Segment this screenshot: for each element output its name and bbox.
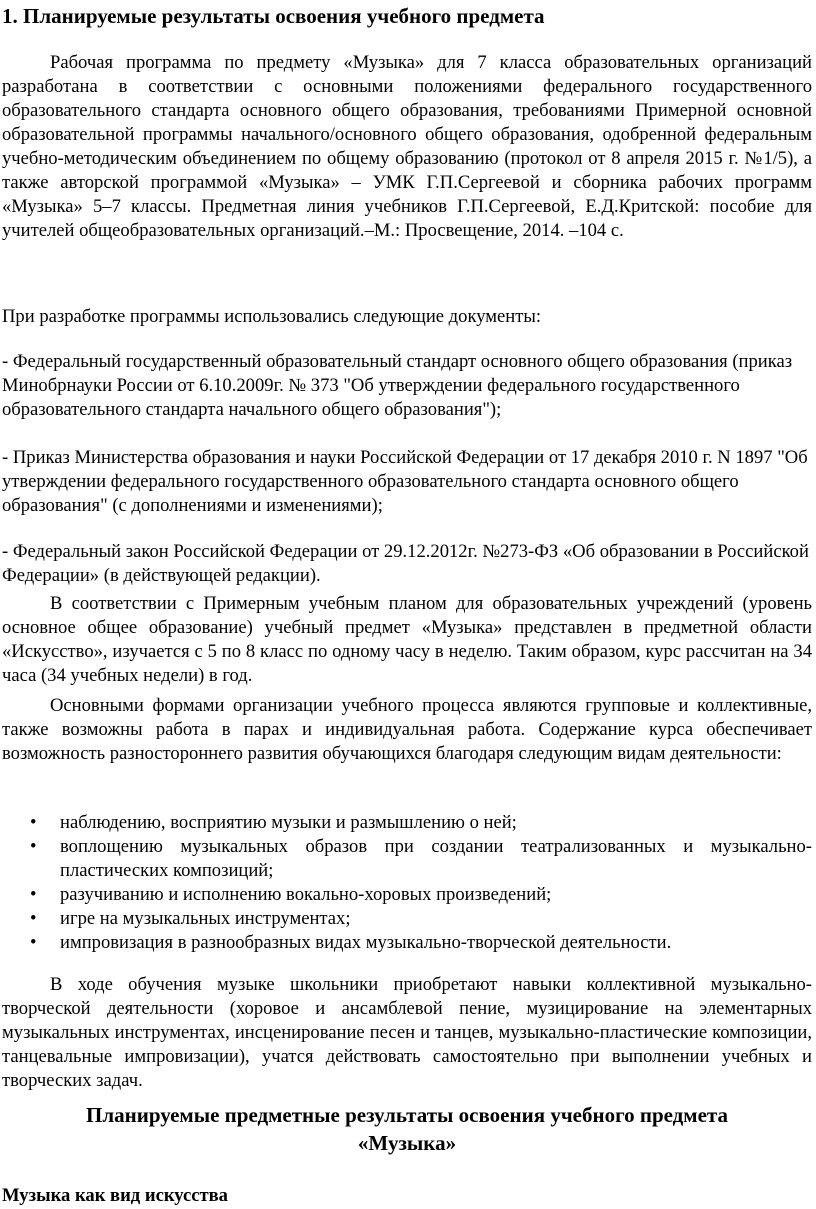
skills-paragraph: В ходе обучения музыке школьники приобретают навыки коллективной музыкально-творческой деятельности (хоровое и ансамблевой пение, музицирование на элементарных музыкальных инструментах, инсценирование песен и танцев, музыкально-пластические композиции, танцевальные импровизации), учатся действовать самостоятельно при выполнении учебных и творческих задач. (2, 974, 812, 1091)
list-item: • наблюдению, восприятию музыки и размышлению о ней; (30, 812, 517, 833)
section-heading: 1. Планируемые результаты освоения учебного предмета (2, 4, 545, 28)
bullet-icon: • (30, 908, 37, 929)
bullet-icon: • (30, 884, 37, 905)
list-item: • разучиванию и исполнению вокально-хоровых произведений; (30, 884, 552, 905)
subsection-heading: Музыка как вид искусства (2, 1185, 228, 1206)
bullet-icon: • (30, 812, 37, 833)
forms-paragraph: Основными формами организации учебного процесса являются групповые и коллективные, также возможны работа в парах и индивидуальная работа. Содержание курса обеспечивает возможность разностороннего развития обучающихся благодаря следующим видам деятельности: (2, 695, 812, 764)
documents-intro: При разработке программы использовались следующие документы: (2, 305, 542, 327)
document-item: - Федеральный закон Российской Федерации от 29.12.2012г. №273-ФЗ «Об образовании в Российской Федерации» (в действующей редакции). (2, 540, 809, 586)
bullet-icon: • (30, 932, 37, 953)
list-item: • воплощению музыкальных образов при создании театрализованных и музыкально-пластических композиций; (30, 836, 812, 881)
list-item: • импровизация в разнообразных видах музыкально-творческой деятельности. (30, 932, 672, 953)
list-item: • игре на музыкальных инструментах; (30, 908, 351, 929)
activities-list (2, 811, 812, 955)
subject-results-heading-line1: Планируемые предметные результаты освоения учебного предмета (86, 1103, 728, 1127)
subject-results-heading-line2: «Музыка» (357, 1131, 457, 1155)
intro-paragraph: Рабочая программа по предмету «Музыка» для 7 класса образовательных организаций разработана в соответствии с основными положениями федерального государственного образовательного стандарта основного общего образования, требованиями Примерной основной образовательной программы начального/основного общего образования, одобренной федеральным учебно-методическим объединением по общему образованию (протокол от 8 апреля 2015 г. №1/5), а также авторской программой «Музыка» – УМК Г.П.Сергеевой и сборника рабочих программ «Музыка» 5–7 классы. Предметная линия учебников Г.П.Сергеевой, Е.Д.Критской: пособие для учителей общеобразовательных организаций.–М.: Просвещение, 2014. –104 с. (2, 52, 812, 241)
subject-results-heading (2, 1101, 812, 1157)
plan-paragraph: В соответствии с Примерным учебным планом для образовательных учреждений (уровень основное общее образование) учебный предмет «Музыка» представлен в предметной области «Искусство», изучается с 5 по 8 класс по одному часу в неделю. Таким образом, курс рассчитан на 34 часа (34 учебных недели) в год. (2, 593, 812, 686)
document-item: - Федеральный государственный образовательный стандарт основного общего образования (приказ Минобрнауки России от 6.10.2009г. № 373 "Об утверждении федерального государственного образовательного стандарта начального общего образования"); (2, 350, 793, 420)
bullet-icon: • (30, 836, 37, 857)
document-item: - Приказ Министерства образования и науки Российской Федерации от 17 декабря 2010 г. N 1897 "Об утверждении федерального государственного образовательного стандарта основного общего образования" (с дополнениями и изменениями); (2, 446, 808, 516)
